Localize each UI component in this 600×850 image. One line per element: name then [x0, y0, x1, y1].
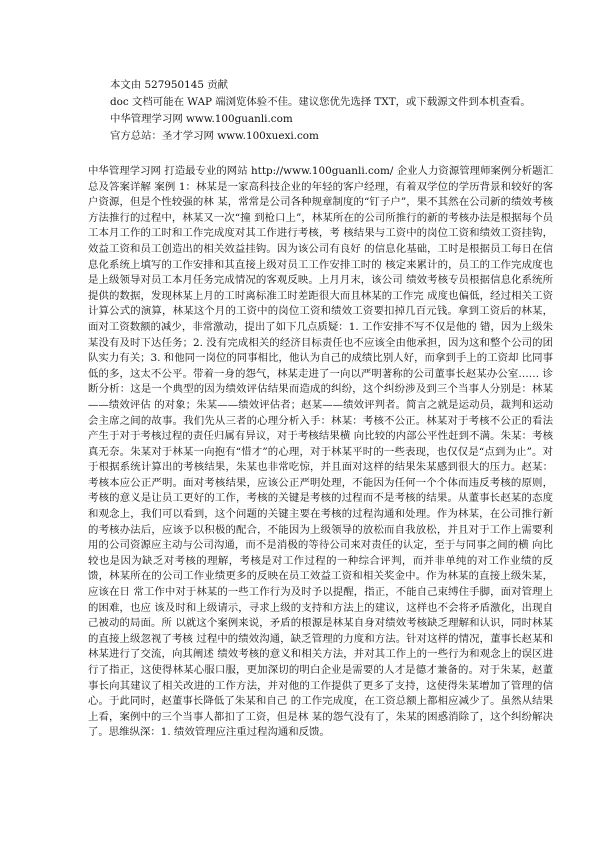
site-line: 中华管理学习网 www.100guanli.com — [110, 113, 293, 125]
contributor-line: 本文由 527950145 贡献 — [110, 79, 229, 91]
document-header — [110, 77, 550, 145]
body-paragraph: 中华管理学习网 打造最专业的网站 http://www.100guanli.com/ 企业人力资源管理师案例分析题汇总及答案详解 案例 1：林某是一家高科技企业的年轻的客户经理，有着双学位的学历背景和较好的客户资源，但是个性较强的林 某，常常是公司各种规章制度的“钉子户”，果不其然在公司新的绩效考核方法推行的过程中，林某又一次“撞 到枪口上”，林某所在的公司所推行的新的考核办法是根据每个员工本月工作的工时和工作完成度对其工作进行考核，考 核结果与工资中的岗位工资和绩效工资挂钩，效益工资和员工创造出的相关效益挂钩。因为该公司有良好 的信息化基础，工时是根据员工每日在信息化系统上填写的工作安排和其直接上级对员工工作安排工时的 核定来累计的，员工的工作完成度也是上级领导对员工本月任务完成情况的客观反映。上月月末，该公司 绩效考核专员根据信息化系统所提供的数据，发现林某上月的工时离标准工时差距很大而且林某的工作完 成度也偏低，经过相关工资计算公式的演算，林某这个月的工资中的岗位工资和绩效工资要扣掉几百元钱。拿到工资后的林某，面对工资数额的减少，非常激动，提出了如下几点质疑：1. 工作安排不写不仅是他的 错，因为上级朱某没有及时下达任务；2. 没有完成相关的经济目标责任也不应该全由他承担，因为这和整个公司的团队实力有关；3. 和他同一岗位的同事相比，他认为自己的成绩比别人好，而拿到手上的工资却 比同事低的多，这太不公平。带着一身的怨气，林某走进了一向以严明著称的公司董事长赵某办公室…… 诊断分析：这是一个典型的因为绩效评估结果而造成的纠纷，这个纠纷涉及到三个当事人分别是：林某——绩效评估 的对象；朱某——绩效评估者；赵某——绩效评判者。简言之就是运动员，裁判和运动会主席之间的故事。我们先从三者的心理分析入手：林某：考核不公正。林某对于考核不公正的看法产生于对于考核过程的责任归属有异议，对于考核结果横 向比较的内部公平性赶到不满。朱某：考核真无奈。朱某对于林某一向抱有“惜才”的心理，对于林某平时的一些表现，也仅仅是“点到为止”。对于根据系统计算出的考核结果，朱某也非常吃惊，并且面对这样的结果朱某感到很大的压力。赵某：考核本应公正严明。面对考核结果，应该公正严明处理，不能因为任何一个个体而违反考核的原则，考核的意义是让员工更好的工作，考核的关键是考核的过程而不是考核的结果。从董事长赵某的态度和观念上，我们可以看到，这个问题的关键主要在考核的过程沟通和处理。作为林某，在公司推行新的考核办法后，应该予以积极的配合，不能因为上级领导的放松而自我放松，并且对于工作上需要利用的公司资源应主动与公司沟通，而不是消极的等待公司来对责任的认定，至于与同事之间的横 向比较也是因为缺乏对考核的理解，考核是对工作过程的一种综合评判，而并非单纯的对工作业绩的反馈，林某所在的公司工作业绩更多的反映在员工效益工资和相关奖金中。作为林某的直接上级朱某，应该在日 常工作中对于林某的一些工作行为及时予以提醒，指正，不能自己束缚住手脚，面对管理上的困难，也应 该及时和上级请示，寻求上级的支持和方法上的建议，这样也不会将矛盾激化，出现自己被动的局面。所 以就这个案例来说，矛盾的根源是林某自身对绩效考核缺乏理解和认识，同时林某的直接上级忽视了考核 过程中的绩效沟通，缺乏管理的力度和方法。针对这样的情况，董事长赵某和林某进行了交流，向其阐述 绩效考核的意义和相关方法，并对其工作上的一些行为和观念上的误区进行了指正，这使得林某心服口服，更加深切的明白企业是需要的人才是德才兼备的。对于朱某，赵董事长向其建议了相关改进的工作方法，并对他的工作提供了更多了支持，这使得朱某增加了管理的信心。于此同时，赵董事长降低了朱某和自己 的工作完成度，在工资总额上都相应减少了。虽然从结果上看，案例中的三个当事人都扣了工资，但是林 某的怨气没有了，朱某的困惑消除了，这个纠纷解决了。思维纵深：1. 绩效管理应注重过程沟通和反馈。 — [88, 165, 553, 739]
official-site-line: 官方总站：圣才学习网 www.100xuexi.com — [110, 130, 319, 142]
document-body — [88, 164, 553, 741]
doc-notice-line: doc 文档可能在 WAP 端浏览体验不佳。建议您优先选择 TXT，或下载源文件到本机查看。 — [110, 96, 531, 108]
